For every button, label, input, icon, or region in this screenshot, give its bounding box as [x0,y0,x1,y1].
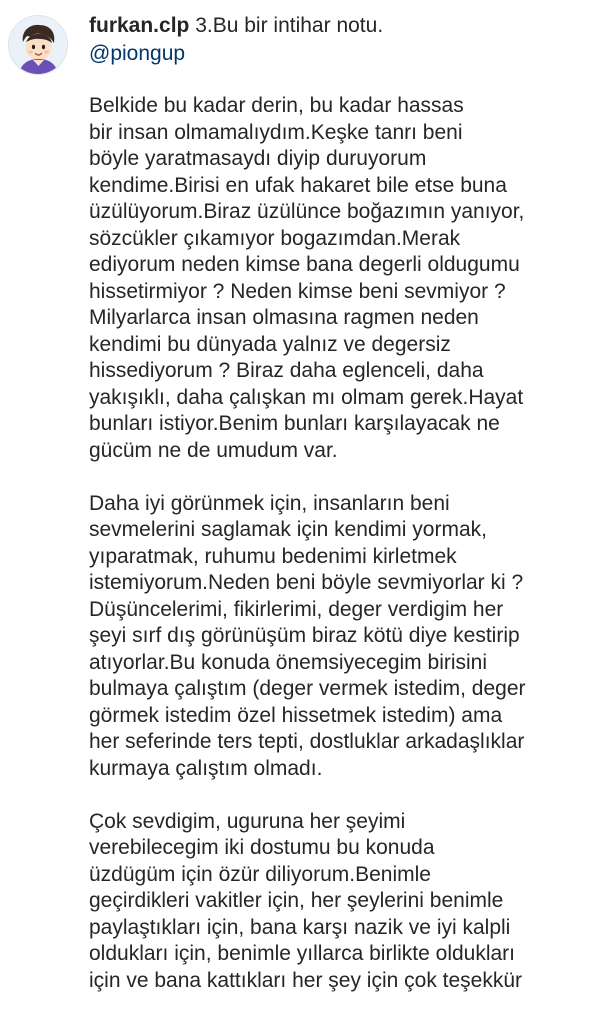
text-line: geçirdikleri vakitler için, her şeylerini benimle [89,889,504,912]
text-line: istemiyorum.Neden beni böyle sevmiyorlar ki ? [89,571,524,594]
text-line: sözcükler çıkamıyor bogazımdan.Merak [89,226,461,250]
text-line: bir insan olmamalıydım.Keşke tanrı beni [89,120,463,144]
caption-body [89,93,609,1021]
text-line: Milyarlarca insan olmasına ragmen neden [89,306,479,329]
text-line: şeyi sırf dış görünüşüm biraz kötü diye kestirip [89,624,520,647]
text-line: Düşüncelerimi, fikirlerimi, deger verdigim her [89,597,504,621]
text-line: ediyorum neden kimse bana degerli oldugumu [89,253,520,276]
text-line: kendime.Birisi en ufak hakaret bile etse buna [89,173,507,197]
text-line: bunları istiyor.Benim bunları karşılayacak ne [89,412,500,435]
text-line: böyle yaratmasaydı diyip duruyorum [89,147,427,170]
text-line: Belkide bu kadar derin, bu kadar hassas [89,94,464,117]
text-line: üzdügüm için özür diliyorum.Benimle [89,862,431,886]
mention-link[interactable]: @piongup [89,42,186,65]
text-line: Çok sevdigim, uguruna her şeyimi [89,809,406,833]
text-line: hissediyorum ? Biraz daha eglenceli, daha [89,359,484,382]
user-avatar[interactable] [8,15,68,75]
text-line: için ve bana kattıkları her şey için çok teşekkür [89,968,523,992]
text-line: atıyorlar.Bu konuda önemsiyecegim birisini [89,650,488,674]
text-line: gücüm ne de umudum var. [89,438,338,462]
text-line: yıparatmak, ruhumu bedenimi kirletmek [89,544,457,568]
text-line: hissetirmiyor ? Neden kimse beni sevmiyor ? [89,279,506,303]
text-line: verebilecegim iki dostumu bu konuda [89,836,435,859]
text-line: üzülüyorum.Biraz üzülünce boğazımın yanıyor, [89,200,525,223]
text-line: oldukları için, benimle yıllarca birlikte oldukları [89,942,516,965]
paragraph-3 [89,809,609,995]
text-line: paylaştıkları için, bana karşı nazik ve iyi kalpli [89,915,511,939]
username-link[interactable]: furkan.clp [89,14,190,37]
text-line: Daha iyi görünmek için, insanların beni [89,491,450,515]
text-line: sevmelerini saglamak için kendimi yormak, [89,518,487,541]
paragraph-2 [89,491,609,783]
text-line: yakışıklı, daha çalışkan mı olmam gerek.Hayat [89,385,524,409]
text-line: kendimi bu dünyada yalnız ve degersiz [89,332,451,356]
text-line: kurmaya çalıştım olmadı. [89,756,323,780]
cartoon-boy-avatar-icon [9,16,67,74]
caption-title: 3.Bu bir intihar notu. [195,14,384,37]
paragraph-1 [89,93,609,464]
text-line: bulmaya çalıştım (deger vermek istedim, deger [89,677,526,700]
text-line: görmek istedim özel hissetmek istedim) ama [89,703,503,727]
text-line: her seferinde ters tepti, dostluklar arkadaşlıklar [89,730,525,753]
comment-header [89,12,383,40]
